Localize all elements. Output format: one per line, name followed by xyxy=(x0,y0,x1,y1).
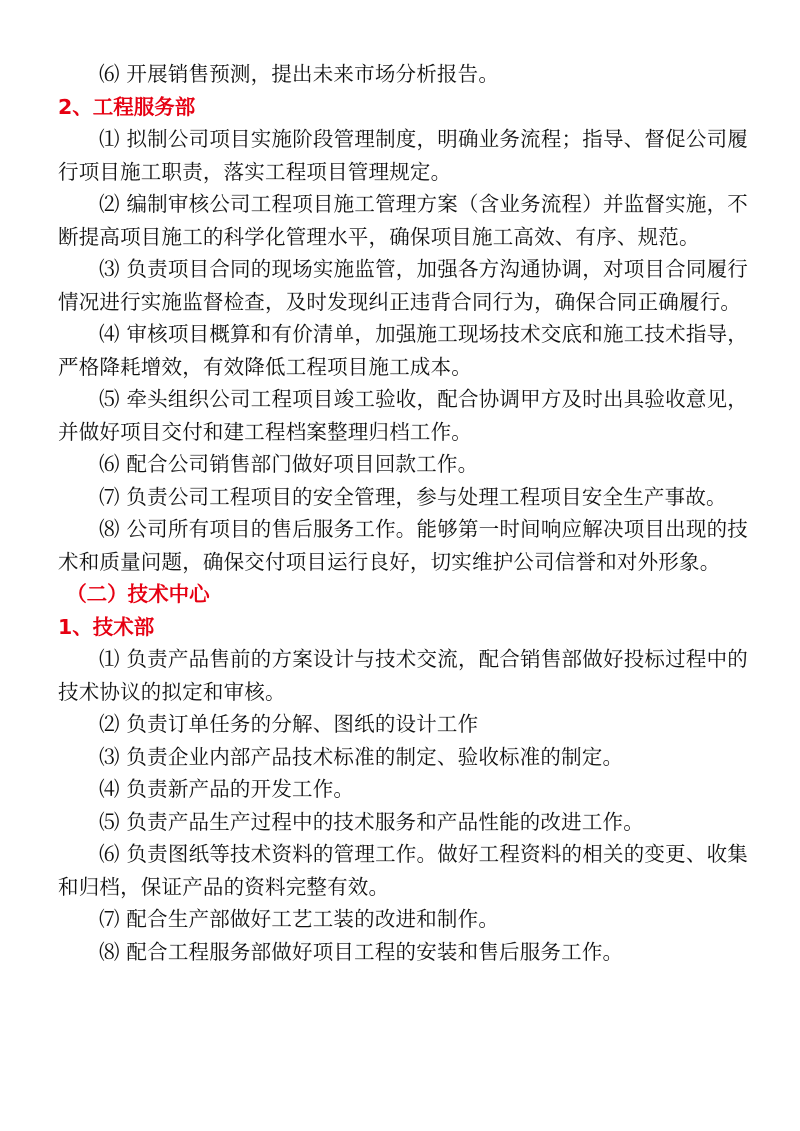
section-heading-tech-department: 1、技术部 xyxy=(58,614,155,639)
paragraph: ⑶ 负责企业内部产品技术标准的制定、验收标准的制定。 xyxy=(99,744,624,769)
paragraph: ⑴ 负责产品售前的方案设计与技术交流，配合销售部做好投标过程中的技术协议的拟定和审核。 xyxy=(58,647,748,704)
paragraph: ⑺ 负责公司工程项目的安全管理，参与处理工程项目安全生产事故。 xyxy=(99,484,727,509)
paragraph: ⑸ 牵头组织公司工程项目竣工验收，配合协调甲方及时出具验收意见，并做好项目交付和建工程档案整理归档工作。 xyxy=(58,387,748,444)
paragraph: ⑵ 负责订单任务的分解、图纸的设计工作 xyxy=(99,712,479,736)
paragraph: ⑷ 审核项目概算和有价清单，加强施工现场技术交底和施工技术指导，严格降耗增效，有效降低工程项目施工成本。 xyxy=(58,322,748,379)
paragraph: ⑺ 配合生产部做好工艺工装的改进和制作。 xyxy=(99,907,500,931)
paragraph: ⑹ 开展销售预测，提出未来市场分析报告。 xyxy=(99,62,500,86)
paragraph: ⑹ 配合公司销售部门做好项目回款工作。 xyxy=(99,452,479,476)
paragraph: ⑻ 配合工程服务部做好项目工程的安装和售后服务工作。 xyxy=(99,939,624,964)
paragraph: ⑵ 编制审核公司工程项目施工管理方案（含业务流程）并监督实施，不断提高项目施工的科学化管理水平，确保项目施工高效、有序、规范。 xyxy=(58,192,748,249)
section-heading-engineering-service: 2、工程服务部 xyxy=(58,94,196,119)
paragraph: ⑴ 拟制公司项目实施阶段管理制度，明确业务流程；指导、督促公司履行项目施工职责，落实工程项目管理规定。 xyxy=(58,127,748,184)
paragraph: ⑹ 负责图纸等技术资料的管理工作。做好工程资料的相关的变更、收集和归档，保证产品的资料完整有效。 xyxy=(58,842,748,899)
paragraph: ⑶ 负责项目合同的现场实施监管，加强各方沟通协调，对项目合同履行情况进行实施监督检查，及时发现纠正违背合同行为，确保合同正确履行。 xyxy=(58,257,748,314)
paragraph: ⑻ 公司所有项目的售后服务工作。能够第一时间响应解决项目出现的技术和质量问题，确保交付项目运行良好，切实维护公司信誉和对外形象。 xyxy=(58,517,748,574)
paragraph: ⑷ 负责新产品的开发工作。 xyxy=(99,777,355,801)
section-heading-tech-center: （二）技术中心 xyxy=(66,582,210,606)
document-page xyxy=(58,58,748,968)
paragraph: ⑸ 负责产品生产过程中的技术服务和产品性能的改进工作。 xyxy=(99,809,644,834)
